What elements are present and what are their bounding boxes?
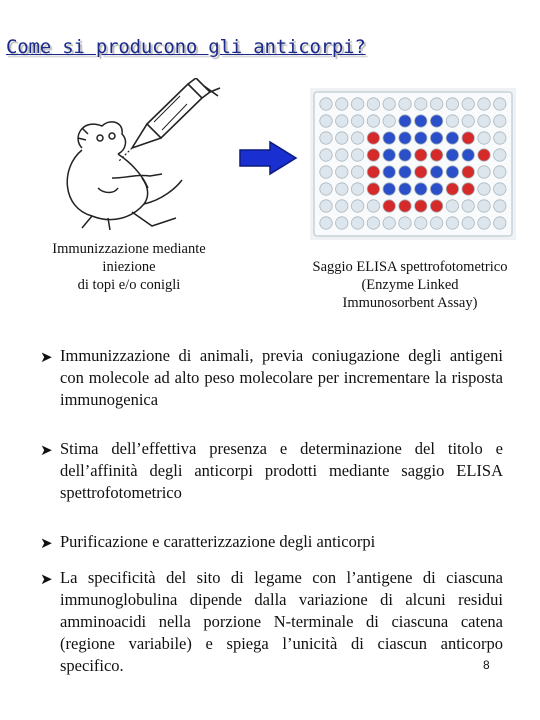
plate-well [351, 98, 363, 110]
plate-well [351, 166, 363, 178]
plate-well [383, 132, 395, 144]
bullet-text: Immunizzazione di animali, previa coniugazione degli antigeni con molecole ad alto peso molecolare per incrementare la risposta immunogenica [60, 346, 503, 409]
plate-well [336, 132, 348, 144]
plate-well [399, 115, 411, 127]
plate-well [336, 200, 348, 212]
plate-well [478, 115, 490, 127]
plate-well [351, 149, 363, 161]
bullet-item [40, 531, 503, 553]
plate-well [367, 166, 379, 178]
plate-well [320, 149, 332, 161]
page-title: Come si producono gli anticorpi? [6, 36, 366, 58]
plate-well [430, 166, 442, 178]
plate-well [399, 132, 411, 144]
plate-well [462, 200, 474, 212]
plate-well [336, 149, 348, 161]
plate-well [320, 200, 332, 212]
plate-well [478, 166, 490, 178]
plate-well [320, 166, 332, 178]
plate-well [336, 115, 348, 127]
plate-well [336, 217, 348, 229]
plate-well [494, 166, 506, 178]
plate-well [462, 115, 474, 127]
bullet-text: Purificazione e caratterizzazione degli anticorpi [60, 532, 376, 551]
plate-well [494, 132, 506, 144]
plate-well [415, 149, 427, 161]
plate-well [367, 115, 379, 127]
plate-well [430, 217, 442, 229]
plate-well [478, 200, 490, 212]
plate-well [320, 217, 332, 229]
plate-well [336, 183, 348, 195]
immunization-caption: Immunizzazione mediante iniezione di topi e/o conigli [52, 241, 206, 293]
plate-well [478, 217, 490, 229]
plate-well [383, 183, 395, 195]
plate-well [430, 200, 442, 212]
plate-well [336, 98, 348, 110]
plate-well [367, 132, 379, 144]
plate-well [462, 132, 474, 144]
plate-well [430, 183, 442, 195]
plate-well [351, 200, 363, 212]
plate-well [494, 98, 506, 110]
plate-well [320, 132, 332, 144]
plate-well [383, 98, 395, 110]
bullet-item [40, 438, 503, 504]
plate-well [399, 183, 411, 195]
plate-well [367, 183, 379, 195]
plate-well [383, 149, 395, 161]
plate-well [415, 115, 427, 127]
plate-well [462, 149, 474, 161]
plate-well [494, 115, 506, 127]
plate-well [478, 183, 490, 195]
plate-well [367, 149, 379, 161]
arrowhead-bullet-icon: ➤ [40, 534, 53, 552]
plate-well [415, 183, 427, 195]
plate-well [430, 132, 442, 144]
plate-well [351, 183, 363, 195]
plate-well [399, 166, 411, 178]
plate-well [494, 149, 506, 161]
plate-well [446, 166, 458, 178]
plate-well [430, 115, 442, 127]
plate-well [320, 98, 332, 110]
page-number: 8 [483, 658, 490, 672]
bullet-item [40, 345, 503, 411]
plate-well [430, 149, 442, 161]
plate-well [415, 98, 427, 110]
plate-well [462, 166, 474, 178]
plate-well [351, 217, 363, 229]
plate-well [446, 115, 458, 127]
plate-well [446, 98, 458, 110]
plate-well [367, 98, 379, 110]
plate-well [494, 200, 506, 212]
plate-well [320, 115, 332, 127]
plate-well [415, 166, 427, 178]
bullet-text: Stima dell’effettiva presenza e determinazione del titolo e dell’affinità degli anticorpi prodotti mediante saggio ELISA spettrofotometrico [60, 439, 503, 502]
plate-well [462, 183, 474, 195]
plate-well [399, 217, 411, 229]
plate-well [494, 217, 506, 229]
plate-well [415, 217, 427, 229]
plate-well [446, 132, 458, 144]
plate-well [383, 166, 395, 178]
plate-well [336, 166, 348, 178]
plate-well [383, 115, 395, 127]
plate-well [399, 149, 411, 161]
plate-well [478, 149, 490, 161]
plate-well [367, 200, 379, 212]
plate-well [446, 200, 458, 212]
plate-well [367, 217, 379, 229]
plate-well [478, 98, 490, 110]
arrowhead-bullet-icon: ➤ [40, 570, 53, 588]
plate-well [399, 200, 411, 212]
process-arrow-icon [238, 140, 298, 176]
plate-well [462, 217, 474, 229]
mouse-injection-illustration [52, 78, 222, 238]
plate-well [478, 132, 490, 144]
bullet-text: La specificità del sito di legame con l’antigene di ciascuna immunoglobulina dipende dalla variazione di alcuni residui amminoacidi nella porzione N-terminale di ciascuna catena (regione variabile) e spiega l’unicità di ciascun anticorpo specifico. [60, 568, 503, 675]
plate-well [351, 132, 363, 144]
arrowhead-bullet-icon: ➤ [40, 441, 53, 459]
elisa-caption: Saggio ELISA spettrofotometrico (Enzyme Linked Immunosorbent Assay) [312, 259, 508, 311]
plate-well [430, 98, 442, 110]
plate-well [462, 98, 474, 110]
plate-well [399, 98, 411, 110]
plate-well [446, 149, 458, 161]
elisa-plate-image [310, 88, 516, 240]
plate-well [383, 217, 395, 229]
plate-well [446, 183, 458, 195]
plate-well [320, 183, 332, 195]
plate-well [446, 217, 458, 229]
plate-well [383, 200, 395, 212]
plate-well [351, 115, 363, 127]
arrowhead-bullet-icon: ➤ [40, 348, 53, 366]
bullet-item [40, 567, 503, 677]
plate-well [415, 200, 427, 212]
plate-well [415, 132, 427, 144]
plate-well [494, 183, 506, 195]
